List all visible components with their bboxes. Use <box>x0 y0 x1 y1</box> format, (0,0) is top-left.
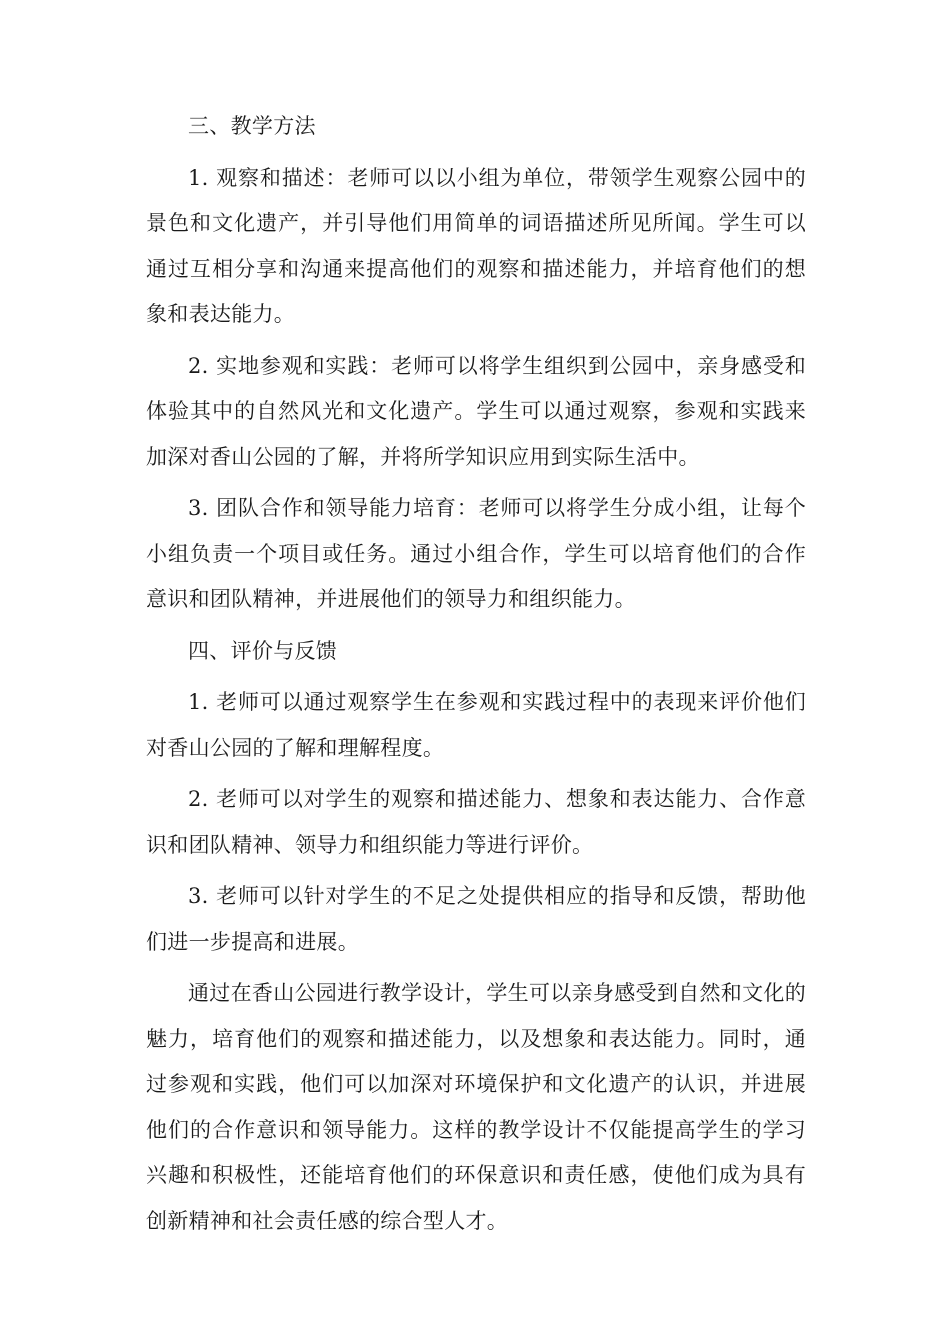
paragraph-method-2: 2. 实地参观和实践：老师可以将学生组织到公园中，亲身感受和体验其中的自然风光和文化遗产。学生可以通过观察，参观和实践来加深对香山公园的了解，并将所学知识应用到实际生活中。 <box>146 353 806 469</box>
paragraph-evaluation-1: 1. 老师可以通过观察学生在参观和实践过程中的表现来评价他们对香山公园的了解和理解程度。 <box>146 690 806 760</box>
paragraph-conclusion: 通过在香山公园进行教学设计，学生可以亲身感受到自然和文化的魅力，培育他们的观察和描述能力，以及想象和表达能力。同时，通过参观和实践，他们可以加深对环境保护和文化遗产的认识，并进展他们的合作意识和领导能力。这样的教学设计不仅能提高学生的学习兴趣和积极性，还能培育他们的环保意识和责任感，使他们成为具有创新精神和社会责任感的综合型人才。 <box>146 981 806 1233</box>
paragraph-evaluation-2: 2. 老师可以对学生的观察和描述能力、想象和表达能力、合作意识和团队精神、领导力和组织能力等进行评价。 <box>146 787 806 857</box>
paragraph-evaluation-3: 3. 老师可以针对学生的不足之处提供相应的指导和反馈，帮助他们进一步提高和进展。 <box>146 884 806 954</box>
paragraph-method-1: 1. 观察和描述：老师可以以小组为单位，带领学生观察公园中的景色和文化遗产，并引导他们用简单的词语描述所见所闻。学生可以通过互相分享和沟通来提高他们的观察和描述能力，并培育他们的想象和表达能力。 <box>146 165 806 326</box>
document-body <box>146 104 806 1250</box>
section-heading-evaluation: 四、评价与反馈 <box>188 638 338 663</box>
paragraph-method-3: 3. 团队合作和领导能力培育：老师可以将学生分成小组，让每个小组负责一个项目或任务。通过小组合作，学生可以培育他们的合作意识和团队精神，并进展他们的领导力和组织能力。 <box>146 496 806 611</box>
section-heading-teaching-methods: 三、教学方法 <box>188 114 316 138</box>
